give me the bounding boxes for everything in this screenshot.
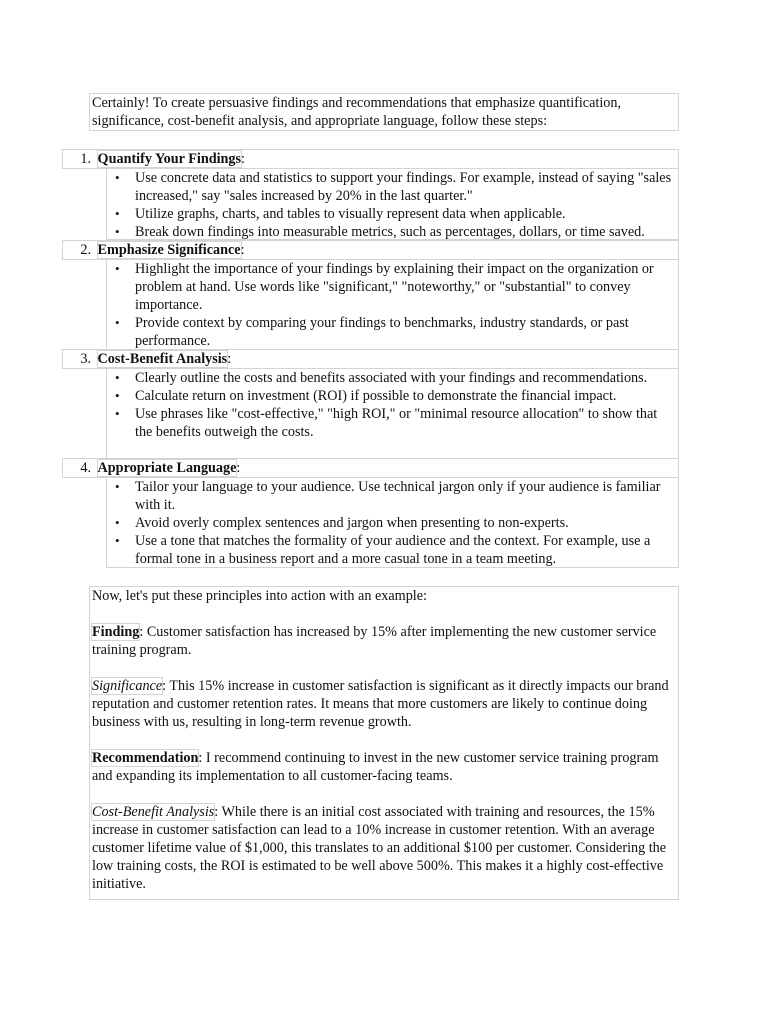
- step-4-heading-row: [62, 458, 679, 478]
- significance-label: Significance: [92, 678, 163, 694]
- cba-paragraph: [92, 803, 676, 893]
- step-3-bullets: [106, 368, 679, 459]
- list-item: • Tailor your language to your audience. Use technical jargon only if your audience is familiar with it.: [135, 478, 678, 514]
- list-item: • Use concrete data and statistics to support your findings. For example, instead of saying "sales increased," say "sales increased by 20% in the last quarter.": [135, 169, 678, 205]
- step-2-bullets: [106, 259, 679, 350]
- colon: :: [227, 351, 232, 367]
- step-1-bullets: [106, 168, 679, 240]
- recommendation-text: : I recommend continuing to invest in the new customer service training program and expanding its implementation to all customer-facing teams.: [92, 750, 659, 784]
- example-section: [89, 586, 679, 900]
- significance-paragraph: [92, 677, 676, 731]
- list-item: • Break down findings into measurable metrics, such as percentages, dollars, or time saved.: [135, 223, 678, 241]
- list-item: • Use a tone that matches the formality of your audience and the context. For example, use a formal tone in a business report and a more casual tone in a team meeting.: [135, 532, 678, 568]
- step-number: 4.: [80, 460, 91, 476]
- step-number: 2.: [80, 242, 91, 258]
- step-2-heading-row: [62, 240, 679, 260]
- example-lead: Now, let's put these principles into action with an example:: [92, 588, 427, 604]
- step-3-heading-row: [62, 349, 679, 369]
- finding-text: : Customer satisfaction has increased by 15% after implementing the new customer service training program.: [92, 624, 657, 658]
- list-item: • Use phrases like "cost-effective," "high ROI," or "minimal resource allocation" to show that the benefits outweigh the costs.: [135, 405, 678, 441]
- list-item: • Avoid overly complex sentences and jargon when presenting to non-experts.: [135, 514, 678, 532]
- step-heading: Cost-Benefit Analysis: [97, 351, 228, 367]
- cba-label: Cost-Benefit Analysis: [92, 804, 215, 820]
- list-item: • Utilize graphs, charts, and tables to visually represent data when applicable.: [135, 205, 678, 223]
- colon: :: [240, 242, 245, 258]
- step-heading: Emphasize Significance: [97, 242, 241, 258]
- list-item: • Provide context by comparing your findings to benchmarks, industry standards, or past performance.: [135, 314, 678, 350]
- step-heading: Quantify Your Findings: [97, 151, 242, 167]
- step-heading: Appropriate Language: [97, 460, 237, 476]
- step-1-heading-row: [62, 149, 679, 169]
- step-4-bullets: [106, 477, 679, 568]
- finding-paragraph: [92, 623, 676, 659]
- list-item: • Clearly outline the costs and benefits associated with your findings and recommendations.: [135, 369, 678, 387]
- recommendation-label: Recommendation: [92, 750, 199, 766]
- list-item: • Calculate return on investment (ROI) if possible to demonstrate the financial impact.: [135, 387, 678, 405]
- colon: :: [241, 151, 245, 167]
- finding-label: Finding: [92, 624, 140, 640]
- list-item: • Highlight the importance of your findings by explaining their impact on the organization or problem at hand. Use words like "significant," "noteworthy," or "substantial" to convey importance.: [135, 260, 678, 314]
- intro-paragraph: Certainly! To create persuasive findings and recommendations that emphasize quantification, significance, cost-benefit analysis, and appropriate language, follow these steps:: [89, 93, 679, 131]
- significance-text: : This 15% increase in customer satisfaction is significant as it directly impacts our brand reputation and customer retention rates. It means that more customers are likely to continue doing business with us, resulting in long-term revenue growth.: [92, 678, 669, 730]
- colon: :: [236, 460, 241, 476]
- step-number: 3.: [80, 351, 91, 367]
- recommendation-paragraph: [92, 749, 676, 785]
- step-number: 1.: [80, 151, 91, 167]
- cba-text: : While there is an initial cost associated with training and resources, the 15% increase in customer satisfaction can lead to a 10% increase in customer retention. With an average customer lifetime value of $1,000, this translates to an additional $100 per customer. Considering the low training costs, the ROI is estimated to be well above 500%. This makes it a highly cost-effective initiative.: [92, 804, 667, 892]
